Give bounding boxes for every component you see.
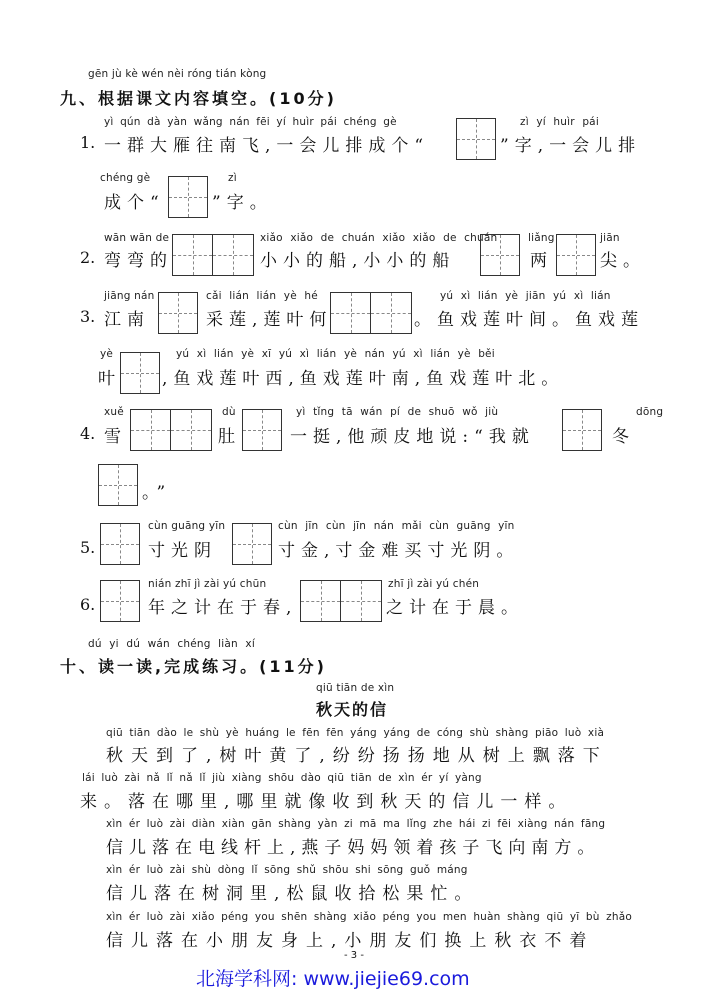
item2-text2: 小小的船,小小的船 — [260, 251, 456, 271]
item3-text3: 。鱼戏莲叶间。鱼戏莲 — [414, 310, 644, 330]
poem-title-pinyin: qiū tiān de xìn — [316, 682, 395, 694]
section10-heading: 十、读一读,完成练习。(11分) — [60, 657, 327, 676]
poem-line1-pinyin: qiū tiān dào le shù yè huáng le fēn fēn yáng yáng de cóng shù shàng piāo luò xià — [106, 727, 605, 739]
answer-box[interactable] — [168, 176, 208, 218]
answer-box[interactable] — [120, 352, 160, 394]
answer-box[interactable] — [242, 409, 282, 451]
item2-pinyin1: wān wān de — [104, 232, 170, 244]
item1-text2: ”字,一会儿排 — [500, 136, 642, 156]
item3-pinyin5: yú xì lián yè xī yú xì lián yè nán yú xì lián yè běi — [176, 348, 495, 360]
poem-line2-pinyin: lái luò zài nǎ lǐ nǎ lǐ jiù xiàng shōu dào qiū tiān de xìn ér yí yàng — [82, 772, 482, 784]
poem-line5: 信儿落在小朋友身上,小朋友们换上秋衣不着 — [106, 931, 595, 951]
item3-pinyin1: jiāng nán — [104, 290, 155, 302]
item4-text1: 雪 — [104, 427, 127, 447]
item2-number: 2. — [80, 248, 96, 267]
item4-number: 4. — [80, 424, 96, 443]
poem-line4-pinyin: xìn ér luò zài shù dòng lǐ sōng shǔ shōu shi sōng guǒ máng — [106, 864, 468, 876]
poem-line4: 信儿落在树洞里,松鼠收拾松果忙。 — [106, 884, 479, 904]
item2-text4: 尖。 — [600, 251, 646, 271]
answer-box[interactable] — [158, 292, 198, 334]
item4-text3: 一挺,他顽皮地说:“我就 — [290, 427, 535, 447]
item3-pinyin3: yú xì lián yè jiān yú xì lián — [440, 290, 611, 302]
item5-pinyin1: cùn guāng yīn — [148, 520, 226, 532]
item3-text5: ,鱼戏莲叶西,鱼戏莲叶南,鱼戏莲叶北。 — [162, 369, 565, 389]
poem-line2: 来。落在哪里,哪里就像收到秋天的信儿一样。 — [80, 792, 573, 812]
answer-box[interactable] — [100, 523, 140, 565]
item4-pinyin1: xuě — [104, 406, 124, 418]
item6-text2: 之计在于晨。 — [386, 598, 524, 618]
item3-text4: 叶 — [98, 369, 121, 389]
item3-pinyin4: yè — [100, 348, 114, 360]
item4-text2: 肚 — [218, 427, 241, 447]
item1-pinyin1: yì qún dà yàn wǎng nán fēi yí huìr pái chéng gè — [104, 116, 397, 128]
answer-box[interactable] — [232, 523, 272, 565]
answer-box[interactable] — [456, 118, 496, 160]
item1-text3: 成个“ — [104, 193, 165, 213]
item4-pinyin2: dù — [222, 406, 236, 418]
answer-box[interactable] — [98, 464, 138, 506]
item3-pinyin2: cǎi lián lián yè hé — [206, 290, 318, 302]
poem-line3-pinyin: xìn ér luò zài diàn xiàn gān shàng yàn zi mā ma lǐng zhe hái zi fēi xiàng nán fāng — [106, 818, 606, 830]
item2-pinyin3: liǎng — [528, 232, 555, 244]
section9-heading: 九、根据课文内容填空。(10分) — [60, 89, 337, 108]
item5-pinyin2: cùn jīn cùn jīn nán mǎi cùn guāng yīn — [278, 520, 515, 532]
answer-box-double[interactable] — [172, 234, 254, 276]
answer-box[interactable] — [562, 409, 602, 451]
page-number: - 3 - — [344, 950, 364, 961]
item6-number: 6. — [80, 595, 96, 614]
item5-number: 5. — [80, 538, 96, 557]
poem-line3: 信儿落在电线杆上,燕子妈妈领着孩子飞向南方。 — [106, 838, 601, 858]
item2-text1: 弯弯的 — [104, 251, 173, 271]
item1-text1: 一群大雁往南飞,一会儿排成个“ — [104, 136, 430, 156]
answer-box-double[interactable] — [130, 409, 212, 451]
item5-text2: 寸金,寸金难买寸光阴。 — [278, 541, 520, 561]
poem-line5-pinyin: xìn ér luò zài xiǎo péng you shēn shàng xiǎo péng you men huàn shàng qiū yī bù zhǎo — [106, 911, 633, 923]
answer-box[interactable] — [556, 234, 596, 276]
item1-pinyin2: zì yí huìr pái — [520, 116, 599, 128]
item2-pinyin2: xiǎo xiǎo de chuán xiǎo xiǎo de chuán — [260, 232, 498, 244]
item3-text2: 采莲,莲叶何 — [206, 310, 333, 330]
item1-text4: ”字。 — [212, 193, 273, 213]
item4-pinyin4: dōng — [636, 406, 664, 418]
item4-pinyin3: yì tǐng tā wán pí de shuō wǒ jiù — [296, 406, 499, 418]
answer-box-double[interactable] — [300, 580, 382, 622]
item3-number: 3. — [80, 307, 96, 326]
section9-heading-pinyin: gēn jù kè wén nèi róng tián kòng — [88, 68, 267, 80]
section10-heading-pinyin: dú yi dú wán chéng liàn xí — [88, 638, 255, 650]
poem-line1: 秋天到了,树叶黄了,纷纷扬扬地从树上飘落下 — [106, 746, 608, 766]
item1-number: 1. — [80, 133, 96, 152]
poem-title: 秋天的信 — [316, 700, 389, 719]
item5-text1: 寸光阴 — [148, 541, 217, 561]
item1-pinyin4: zì — [228, 172, 237, 184]
item4-text4: 冬 — [612, 427, 635, 447]
item6-pinyin2: zhī jì zài yú chén — [388, 578, 480, 590]
item3-text1: 江南 — [104, 310, 150, 330]
item4-text5: 。” — [142, 483, 172, 503]
item6-pinyin1: nián zhī jì zài yú chūn — [148, 578, 267, 590]
item2-pinyin4: jiān — [600, 232, 620, 244]
answer-box[interactable] — [100, 580, 140, 622]
item1-pinyin3: chéng gè — [100, 172, 151, 184]
item2-text3: 两 — [530, 251, 553, 271]
answer-box-double[interactable] — [330, 292, 412, 334]
answer-box[interactable] — [480, 234, 520, 276]
item6-text1: 年之计在于春, — [148, 598, 298, 618]
footer-website[interactable]: 北海学科网: www.jiejie69.com — [196, 968, 470, 990]
